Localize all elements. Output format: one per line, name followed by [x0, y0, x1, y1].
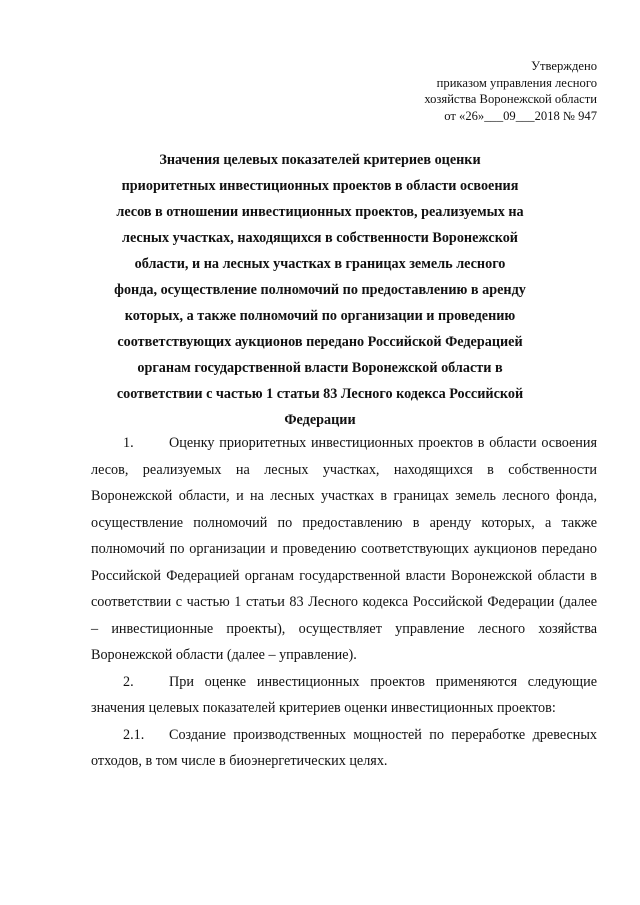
paragraph-2-1	[91, 722, 597, 775]
approval-line-approved: Утверждено	[531, 59, 597, 73]
paragraph-text: Создание производственных мощностей по переработке древесных отходов, в том числе в биоэнергетических целях.	[91, 726, 597, 769]
document-body	[91, 430, 597, 775]
document-title: Значения целевых показателей критериев оценки приоритетных инвестиционных проектов в области освоения лесов в отношении инвестиционных проектов, реализуемых на лесных участках, находящихся в собственности Воронежской области, и на лесных участках в границах земель лесного фонда, осуществление полномочий по предоставлению в аренду которых, а также полномочий по организации и проведению соответствующих аукционов передано Российской Федерацией органам государственной власти Воронежской области в соответствии с частью 1 статьи 83 Лесного кодекса Российской Федерации	[114, 152, 526, 428]
approval-line-department: хозяйства Воронежской области	[424, 92, 597, 106]
paragraph-number: 2.	[123, 673, 134, 690]
paragraph-1	[91, 430, 597, 669]
paragraph-number: 2.1.	[123, 726, 145, 743]
paragraph-number: 1.	[123, 435, 134, 451]
paragraph-text: При оценке инвестиционных проектов применяются следующие значения целевых показателей критериев оценки инвестиционных проектов:	[91, 673, 597, 716]
paragraph-text: Оценку приоритетных инвестиционных проектов в области освоения лесов, реализуемых на лесных участках, находящихся в собственности Воронежской области, и на лесных участках в границах земель лесного фонда, осуществление полномочий по предоставлению в аренду которых, а также полномочий по организации и проведению соответствующих аукционов передано Российской Федерацией органам государственной власти Воронежской области в соответствии с частью 1 статьи 83 Лесного кодекса Российской Федерации (далее – инвестиционные проекты), осуществляет управление лесного хозяйства Воронежской области (далее – управление).	[91, 435, 597, 663]
approval-line-date-number: от «26»___09___2018 № 947	[444, 108, 597, 123]
approval-stamp	[424, 58, 597, 124]
approval-line-order: приказом управления лесного	[436, 75, 597, 90]
paragraph-2	[91, 669, 597, 722]
